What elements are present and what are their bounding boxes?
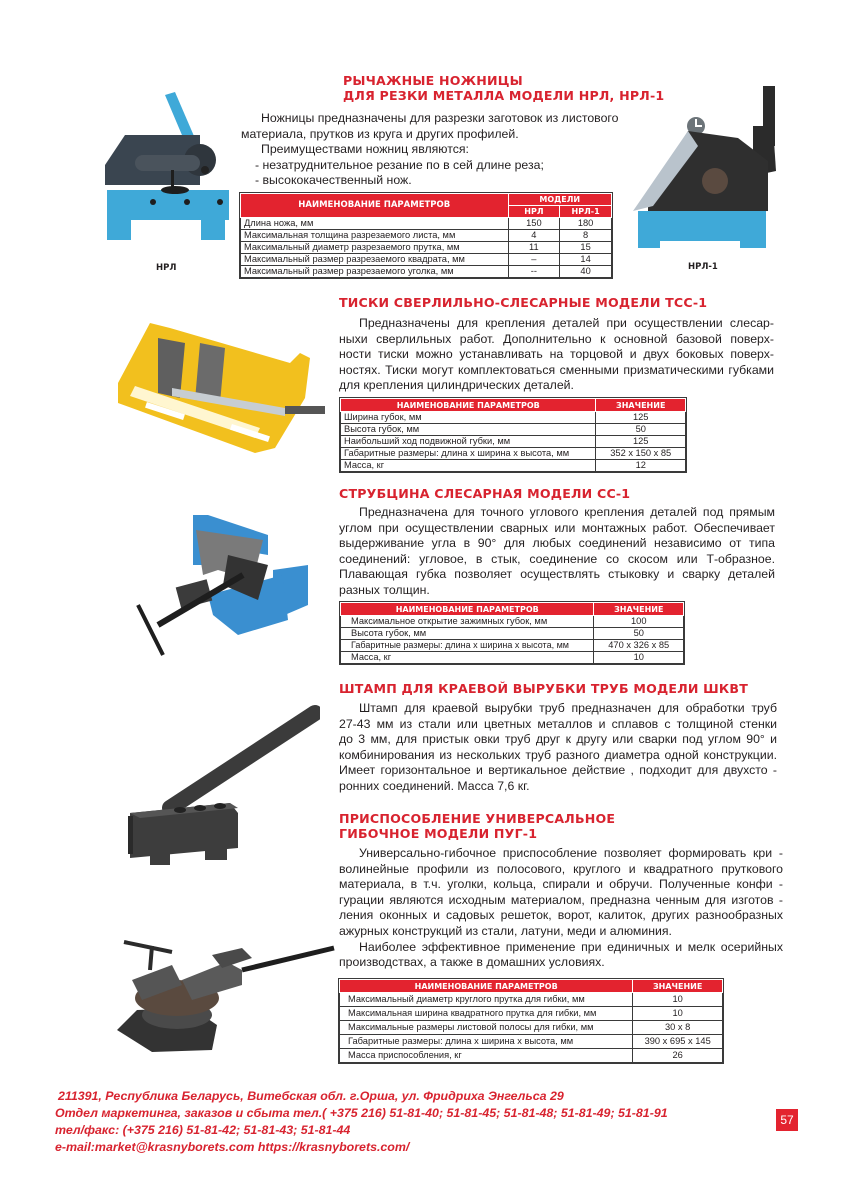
value-cell: -- (508, 266, 560, 278)
section-title-tss1 (339, 295, 707, 310)
table-row (341, 652, 684, 664)
param-cell: Габаритные размеры: длина х ширина х высота, мм (341, 448, 596, 460)
body-line: до 3 мм, для пристык овки труб друг к другу или сварки под углом 90° и (339, 732, 777, 747)
header-value: ЗНАЧЕНИЕ (633, 980, 723, 993)
body-line: - незатруднительное резание по в сей длине реза; (255, 157, 544, 172)
value-cell: 8 (560, 230, 612, 242)
param-cell: Максимальное открытие зажимных губок, мм (341, 616, 594, 628)
table-row (341, 460, 686, 472)
footer-email-web[interactable]: e-mail:market@krasnyborets.com https://krasnyborets.com/ (55, 1140, 410, 1154)
value-cell: 470 х 326 х 85 (594, 640, 684, 652)
ss1-clamp-image (118, 505, 318, 660)
section-title-nrl (343, 73, 664, 103)
footer-fax: тел/факс: (+375 216) 51-81-42; 51-81-43; 51-81-44 (55, 1123, 351, 1137)
body-line: гурации являются исходным материалом, предназна ченным для изготов - (339, 892, 783, 907)
header-col-nrl1: НРЛ-1 (560, 206, 612, 218)
title-line: ПРИСПОСОБЛЕНИЕ УНИВЕРСАЛЬНОЕ (339, 811, 616, 826)
section-body-shkvt (339, 701, 777, 795)
header-param: НАИМЕНОВАНИЕ ПАРАМЕТРОВ (241, 194, 509, 218)
value-cell: 14 (560, 254, 612, 266)
param-cell: Высота губок, мм (341, 424, 596, 436)
param-cell: Максимальная ширина квадратного прутка для гибки, мм (340, 1007, 633, 1021)
value-cell: 390 х 695 х 145 (633, 1035, 723, 1049)
param-cell: Масса, кг (341, 460, 596, 472)
param-cell: Максимальный размер разрезаемого уголка, мм (241, 266, 509, 278)
param-cell: Масса приспособления, кг (340, 1049, 633, 1063)
table-row (341, 436, 686, 448)
body-line: Универсально-гибочное приспособление позволяет формировать кри - (359, 846, 783, 860)
table-row (241, 266, 612, 278)
title-line: СТРУБЦИНА СЛЕСАРНАЯ МОДЕЛИ СС-1 (339, 486, 631, 501)
param-cell: Максимальная толщина разрезаемого листа, мм (241, 230, 509, 242)
body-line: соединений: угловое, в стык, соединение со скосом или Т-образное. (339, 551, 775, 566)
body-line: Предназначены для крепления деталей при осуществлении слесар- (359, 316, 774, 330)
tss1-spec-table (340, 398, 686, 472)
param-cell: Наибольший ход подвижной губки, мм (341, 436, 596, 448)
param-cell: Ширина губок, мм (341, 412, 596, 424)
title-line: РЫЧАЖНЫЕ НОЖНИЦЫ (343, 73, 523, 88)
value-cell: 4 (508, 230, 560, 242)
param-cell: Максимальный диаметр разрезаемого прутка, мм (241, 242, 509, 254)
body-line: ности тиски можно устанавливать на торцовой и двух боковых поверх- (339, 347, 774, 362)
header-col-nrl: НРЛ (508, 206, 560, 218)
value-cell: 12 (596, 460, 686, 472)
param-cell: Высота губок, мм (341, 628, 594, 640)
header-param: НАИМЕНОВАНИЕ ПАРАМЕТРОВ (340, 980, 633, 993)
body-line: Имеет горизонтальное и вертикальное действие , подходит для двухсто - (339, 763, 777, 778)
value-cell: – (508, 254, 560, 266)
footer-phones: Отдел маркетинга, заказов и сбыта тел.( +375 216) 51-81-40; 51-81-45; 51-81-48; 51-81-49; 51-81-91 (55, 1106, 668, 1120)
param-cell: Масса, кг (341, 652, 594, 664)
value-cell: 10 (594, 652, 684, 664)
nrl-shears-image (105, 90, 230, 250)
body-line: Наиболее эффективное применение при единичных и мелк осерийных (359, 939, 783, 954)
table-row (341, 412, 686, 424)
body-line: Предназначена для точного углового крепления деталей под прямым (359, 505, 775, 519)
section-title-shkvt (339, 681, 748, 696)
title-line: ТИСКИ СВЕРЛИЛЬНО-СЛЕСАРНЫЕ МОДЕЛИ ТСС-1 (339, 295, 708, 310)
body-line: выдерживание угла в 90° для любых соединений независимо от типа (339, 536, 775, 551)
header-param: НАИМЕНОВАНИЕ ПАРАМЕТРОВ (341, 603, 594, 616)
body-line: Преимуществами ножниц являются: (261, 142, 469, 157)
param-cell: Максимальный диаметр круглого прутка для гибки, мм (340, 993, 633, 1007)
section-body-pug1 (339, 846, 783, 971)
value-cell: 50 (594, 628, 684, 640)
section-title-ss1 (339, 486, 630, 501)
body-line: производствах, а также в домашних условиях. (339, 955, 605, 970)
body-line: материала, прутков из круга и других профилей. (241, 126, 519, 141)
value-cell: 40 (560, 266, 612, 278)
body-line: материала, в т.ч. уголки, кольца, спирали и обручи. Полученные конфи - (339, 877, 783, 892)
shkvt-punch-image (120, 698, 320, 868)
body-line: ления оконных и садовых решеток, ворот, калиток, других разнообразных (339, 908, 783, 923)
value-cell: 50 (596, 424, 686, 436)
value-cell: 150 (508, 218, 560, 230)
value-cell: 15 (560, 242, 612, 254)
body-line: - высококачественный нож. (255, 173, 412, 188)
nrl-caption: НРЛ (156, 263, 177, 273)
body-line: 27-43 мм из стали или цветных металлов и сплавов с толщиной стенки (339, 716, 777, 731)
body-line: Штамп для краевой вырубки труб предназначен для обработки труб (359, 701, 777, 715)
title-line: ГИБОЧНОЕ МОДЕЛИ ПУГ-1 (339, 826, 538, 841)
body-line: ныхи сверлильных работ. Дополнительно к основной базовой поверх- (339, 331, 774, 346)
nrl1-shears-image (628, 86, 778, 256)
value-cell: 100 (594, 616, 684, 628)
title-line: ДЛЯ РЕЗКИ МЕТАЛЛА МОДЕЛИ НРЛ, НРЛ-1 (343, 88, 665, 103)
param-cell: Длина ножа, мм (241, 218, 509, 230)
title-line: ШТАМП ДЛЯ КРАЕВОЙ ВЫРУБКИ ТРУБ МОДЕЛИ ШКВТ (339, 681, 749, 696)
nrl1-caption: НРЛ-1 (688, 262, 718, 272)
table-row (241, 218, 612, 230)
body-line: углом при осуществлении сварных или монтажных работ. Обеспечивает (339, 520, 775, 535)
body-line: для крепления цилиндрических деталей. (339, 378, 574, 393)
table-row (341, 640, 684, 652)
table-row (340, 1021, 723, 1035)
nrl-spec-table (240, 193, 612, 278)
footer-address: 211391, Республика Беларусь, Витебская обл. г.Орша, ул. Фридриха Энгельса 29 (58, 1089, 564, 1103)
table-row (241, 230, 612, 242)
body-line: Плавающая губка позволяет осуществлять стыковку и сварку деталей (339, 567, 775, 582)
value-cell: 125 (596, 436, 686, 448)
table-row (340, 1035, 723, 1049)
body-line: волинейные профили из полосового, круглого и квадратного пруткового (339, 861, 783, 876)
footer-contacts (55, 1088, 668, 1156)
param-cell: Максимальный размер разрезаемого квадрата, мм (241, 254, 509, 266)
section-body-nrl (241, 111, 626, 189)
value-cell: 180 (560, 218, 612, 230)
pug1-spec-table (339, 979, 723, 1063)
section-title-pug1 (339, 811, 615, 841)
table-row (340, 1007, 723, 1021)
value-cell: 30 х 8 (633, 1021, 723, 1035)
value-cell: 10 (633, 993, 723, 1007)
header-param: НАИМЕНОВАНИЕ ПАРАМЕТРОВ (341, 399, 596, 412)
header-value: ЗНАЧЕНИЕ (596, 399, 686, 412)
pug1-bender-image (112, 930, 342, 1060)
table-row (341, 616, 684, 628)
body-line: ностях. Тиски могут комплектоваться сменными призматическими губками (339, 362, 774, 377)
value-cell: 352 х 150 х 85 (596, 448, 686, 460)
table-row (341, 448, 686, 460)
body-line: Ножницы предназначены для разрезки заготовок из листового (261, 111, 619, 125)
value-cell: 26 (633, 1049, 723, 1063)
table-row (341, 424, 686, 436)
body-line: ронних соединений. Масса 7,6 кг. (339, 778, 530, 793)
tss1-vise-image (110, 308, 325, 458)
table-row (241, 242, 612, 254)
param-cell: Габаритные размеры: длина х ширина х высота, мм (340, 1035, 633, 1049)
param-cell: Максимальные размеры листовой полосы для гибки, мм (340, 1021, 633, 1035)
value-cell: 125 (596, 412, 686, 424)
value-cell: 10 (633, 1007, 723, 1021)
table-row (340, 1049, 723, 1063)
table-row (340, 993, 723, 1007)
header-value: ЗНАЧЕНИЕ (594, 603, 684, 616)
section-body-ss1 (339, 505, 775, 599)
body-line: ажурных конструкций из стали, латуни, меди и алюминия. (339, 923, 672, 938)
table-row (241, 254, 612, 266)
header-models: МОДЕЛИ (508, 194, 611, 206)
section-body-tss1 (339, 316, 774, 394)
body-line: комбинирования из нескольких труб разного диаметра одной конструкции. (339, 747, 777, 762)
value-cell: 11 (508, 242, 560, 254)
ss1-spec-table (340, 602, 684, 664)
param-cell: Габаритные размеры: длина х ширина х высота, мм (341, 640, 594, 652)
page-number: 57 (776, 1109, 798, 1131)
body-line: разных толщин. (339, 582, 430, 597)
table-row (341, 628, 684, 640)
